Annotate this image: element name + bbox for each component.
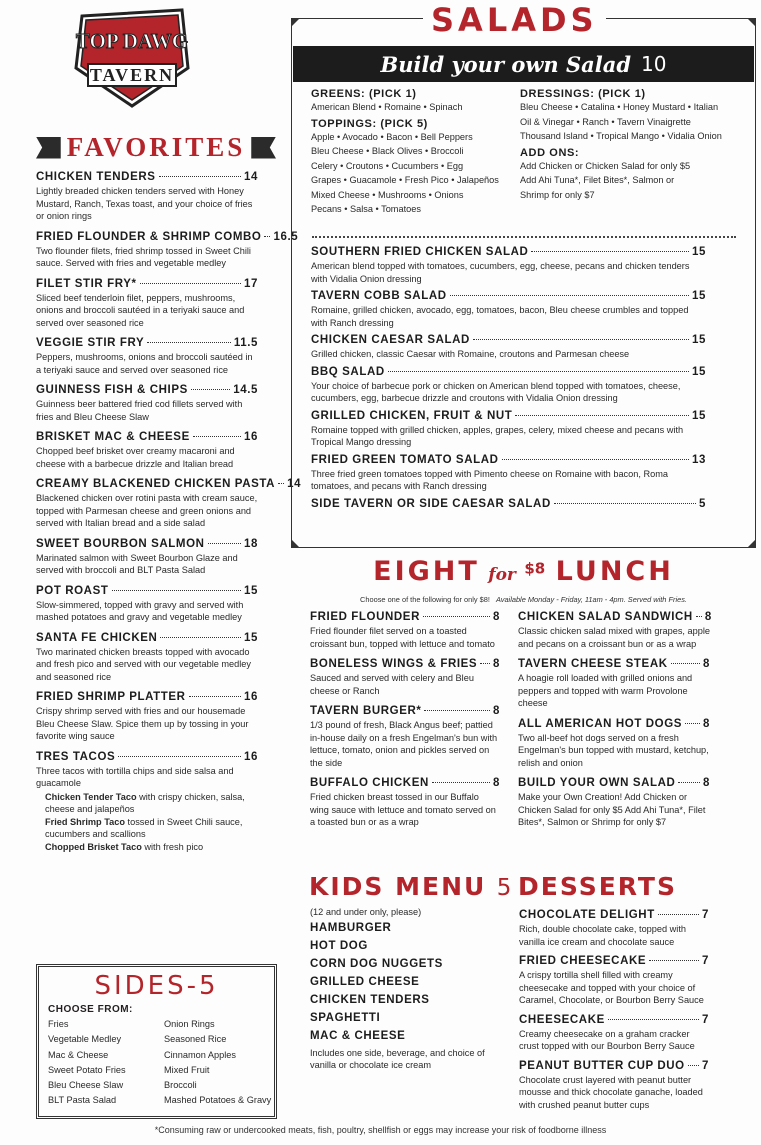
menu-item [36, 337, 258, 376]
item-name: TRES TACOS [36, 750, 116, 763]
item-name: FILET STIR FRY* [36, 277, 137, 290]
leader-dots [688, 1065, 699, 1066]
taco-desc: with fresh pico [141, 841, 204, 852]
item-price: 15 [692, 334, 706, 346]
item-description: Creamy cheesecake on a graham cracker crust topped with our Bourbon Berry Sauce [519, 1028, 695, 1051]
salads-title: SALADS [423, 1, 606, 39]
item-price: 15 [244, 584, 258, 597]
leader-dots [658, 914, 699, 915]
item-heading [36, 337, 258, 349]
kids-item: HOT DOG [310, 939, 368, 952]
item-description: Two flounder filets, fried shrimp tossed in Sweet Chili sauce. Served with fries and vegetable medley [36, 245, 251, 268]
leader-dots [278, 483, 284, 484]
item-description: Three fried green tomatoes topped with Pimento cheese on Romaine with bacon, Roma tomatoes, and pecans with Ranch dressing [311, 468, 668, 491]
side-item: Broccoli [164, 1080, 197, 1091]
item-heading [519, 1014, 709, 1026]
item-description: Guinness beer battered fried cod fillets served with fries and Bleu Cheese Slaw [36, 399, 243, 422]
item-description: Crispy shrimp served with fries and our housemade Bleu Cheese Slaw. Spice them up by tossing in your favorite wing sauce [36, 706, 249, 741]
leader-dots [191, 389, 230, 390]
menu-item [36, 751, 258, 790]
item-name: BRISKET MAC & CHEESE [36, 431, 190, 443]
item-price: 17 [244, 277, 258, 290]
item-heading [36, 585, 258, 597]
menu-item [311, 366, 706, 405]
item-description: Two marinated chicken breasts topped with avocado and fresh pico and served with our vegetable medley and seasoned rice [36, 646, 252, 682]
item-name: FRIED SHRIMP PLATTER [36, 691, 186, 703]
topping-line: Grapes • Guacamole • Fresh Pico • Jalapeños [311, 175, 499, 185]
menu-item [311, 410, 706, 449]
taco-option [45, 816, 258, 841]
menu-item [311, 498, 706, 510]
dressings-list [520, 100, 745, 144]
item-price: 8 [493, 705, 500, 717]
addon-line: Add Chicken or Chicken Salad for only $5 [520, 160, 691, 171]
leader-dots [685, 723, 700, 724]
item-description: Marinated salmon with Sweet Bourbon Glaze and served with broccoli and BLT Pasta Salad [36, 552, 238, 575]
leader-dots [423, 616, 490, 617]
item-heading [36, 751, 258, 763]
item-name: TAVERN COBB SALAD [311, 290, 447, 302]
dressing-line: Thousand Island • Tropical Mango • Vidalia Onion [520, 131, 722, 141]
toppings-list [311, 130, 521, 217]
lunch-title-price: $8 [524, 559, 546, 578]
item-description: Sauced and served with celery and Bleu cheese or Ranch [310, 673, 474, 696]
leader-dots [118, 756, 241, 757]
menu-item [519, 1060, 709, 1112]
leader-dots [649, 960, 699, 961]
item-description: 1/3 pound of fresh, Black Angus beef; pattied in-house daily on a fresh Engelman's bun with lettuce, tomato, onion and pickles served on the side [310, 720, 498, 768]
leader-dots [140, 283, 241, 284]
item-name: CREAMY BLACKENED CHICKEN PASTA [36, 478, 276, 490]
topping-line: Apple • Avocado • Bacon • Bell Peppers [311, 131, 473, 142]
item-name: SANTA FE CHICKEN [36, 631, 158, 644]
menu-item [518, 718, 710, 770]
item-price: 16.5 [273, 230, 299, 243]
item-description: Your choice of barbecue pork or chicken on American blend topped with tomatoes, cheese, cucumbers, egg, barbecue drizzle and croutons with Vidalia Onion dressing [311, 380, 681, 403]
taco-options [36, 791, 258, 854]
lunch-title-b: LUNCH [555, 556, 674, 587]
leader-dots [502, 459, 689, 460]
taco-option [45, 791, 258, 816]
menu-item [519, 955, 709, 1007]
favorites-header [36, 132, 276, 163]
topping-line: Bleu Cheese • Black Olives • Broccoli [311, 146, 464, 156]
side-item: Mashed Potatoes & Gravy [164, 1095, 272, 1106]
sides-box [36, 964, 277, 1119]
item-price: 16 [244, 750, 258, 763]
leader-dots [160, 637, 241, 638]
menu-item [36, 384, 258, 423]
item-description: Rich, double chocolate cake, topped with vanilla ice cream and chocolate sauce [519, 924, 687, 947]
lunch-header [291, 556, 756, 587]
item-price: 8 [703, 777, 710, 789]
item-name: TAVERN CHEESE STEAK [518, 658, 668, 670]
menu-item [36, 230, 299, 270]
leader-dots [264, 236, 270, 237]
disclaimer: *Consuming raw or undercooked meats, fish, poultry, shellfish or eggs may increase your risk of foodborne illness [154, 1125, 607, 1135]
leader-dots [531, 251, 689, 252]
leader-dots [678, 782, 700, 783]
kids-price: 5 [496, 875, 512, 901]
lunch-subtitle-b: Available Monday - Friday, 11am - 4pm. Served with Fries. [495, 595, 687, 604]
item-price: 8 [704, 611, 712, 623]
item-heading [310, 658, 500, 670]
kids-list [310, 919, 510, 1045]
item-price: 8 [493, 777, 500, 789]
item-name: SIDE TAVERN OR SIDE CAESAR SALAD [311, 497, 551, 510]
dressing-line: Bleu Cheese • Catalina • Honey Mustard • Italian [520, 102, 719, 112]
leader-dots [147, 342, 231, 343]
menu-item [519, 909, 709, 948]
item-heading [36, 431, 258, 443]
menu-item [36, 585, 258, 624]
item-name: SOUTHERN FRIED CHICKEN SALAD [311, 246, 529, 258]
dressings-label: DRESSINGS: (PICK 1) [520, 88, 646, 100]
item-price: 14 [287, 478, 302, 490]
side-item: Seasoned Rice [164, 1034, 227, 1045]
build-your-own-salad-bar [293, 46, 754, 82]
addons-list [520, 159, 745, 203]
menu-item [310, 658, 500, 697]
lunch-subtitle-a: Choose one of the following for only $8! [360, 595, 490, 604]
leader-dots [208, 543, 241, 544]
item-name: PEANUT BUTTER CUP DUO [519, 1059, 685, 1072]
kids-item: GRILLED CHEESE [310, 975, 420, 988]
item-heading [518, 777, 710, 789]
item-heading [518, 718, 710, 730]
item-price: 7 [702, 909, 709, 921]
kids-footer: Includes one side, beverage, and choice of vanilla or chocolate ice cream [310, 1047, 485, 1070]
item-description: Romaine topped with grilled chicken, apples, grapes, celery, mixed cheese and pecans with Tropical Mango dressing [311, 424, 684, 447]
item-heading [519, 909, 709, 921]
side-item: Mixed Fruit [164, 1064, 210, 1075]
item-heading [36, 478, 302, 490]
menu-item [519, 1014, 709, 1053]
menu-item [36, 431, 258, 470]
item-name: VEGGIE STIR FRY [36, 337, 145, 349]
item-heading [310, 611, 500, 623]
item-description: Romaine, grilled chicken, avocado, egg, tomatoes, bacon, Bleu cheese crumbles and topped with Ranch dressing [311, 305, 689, 328]
item-heading [311, 454, 706, 466]
menu-item [36, 632, 258, 684]
leader-dots [480, 663, 490, 664]
greens-label: GREENS: (PICK 1) [311, 88, 417, 100]
sides-grid [48, 1017, 273, 1109]
item-name: CHICKEN SALAD SANDWICH [518, 611, 693, 623]
side-item: Cinnamon Apples [164, 1049, 237, 1060]
menu-item [518, 611, 710, 650]
menu-item [36, 478, 302, 530]
build-salad-price: 10 [641, 52, 667, 76]
leader-dots [696, 616, 702, 617]
item-heading [311, 410, 706, 422]
item-price: 15 [692, 409, 706, 422]
item-price: 8 [703, 717, 710, 730]
toppings-label: TOPPINGS: (PICK 5) [311, 117, 428, 130]
item-description: Lightly breaded chicken tenders served with Honey Mustard, Ranch, Texas toast, and your choice of fries or onion rings [36, 186, 253, 221]
item-price: 14 [244, 171, 258, 183]
side-item: Vegetable Medley [48, 1034, 122, 1045]
leader-dots [112, 590, 242, 591]
item-description: Two all-beef hot dogs served on a fresh Engelman's bun topped with mustard, ketchup, relish and onion [518, 732, 709, 768]
item-heading [519, 1060, 709, 1072]
leader-dots [473, 339, 689, 340]
lunch-subtitle [291, 595, 756, 604]
lunch-right-list [518, 611, 710, 829]
menu-item [311, 334, 706, 361]
taco-name: Chicken Tender Taco [45, 791, 137, 802]
item-price: 18 [244, 537, 258, 550]
item-heading [518, 611, 710, 623]
salad-build-left [311, 88, 521, 217]
item-description: Blackened chicken over rotini pasta with cream sauce, topped with Parmesan cheese and green onions and served with Italian bread and a side salad [36, 493, 258, 528]
item-name: ALL AMERICAN HOT DOGS [518, 717, 683, 730]
leader-dots [424, 710, 490, 711]
item-name: SWEET BOURBON SALMON [36, 537, 205, 550]
salad-separator [312, 236, 736, 238]
logo-line1: TOP DAWG [75, 29, 189, 53]
menu-item [311, 246, 706, 285]
item-heading [36, 278, 258, 290]
item-description: Classic chicken salad mixed with grapes, apple and pecans on a croissant bun or as a wrap [518, 626, 711, 649]
kids-item: CHICKEN TENDERS [310, 993, 430, 1006]
kids-item: SPAGHETTI [310, 1011, 381, 1024]
kids-title: KIDS MENU [309, 872, 487, 901]
item-description: American blend topped with tomatoes, cucumbers, egg, cheese, pecans and chicken tenders with Vidalia Onion dressing [311, 261, 690, 284]
menu-item [310, 777, 500, 829]
item-price: 8 [493, 658, 500, 670]
kids-item: HAMBURGER [310, 921, 392, 934]
item-name: FRIED CHEESECAKE [519, 955, 647, 967]
taco-name: Fried Shrimp Taco [45, 816, 125, 827]
item-heading [310, 705, 500, 717]
item-description: Peppers, mushrooms, onions and broccoli sautéed in a teriyaki sauce and served over seasoned rice [36, 352, 253, 375]
favorites-title: FAVORITES [66, 132, 246, 162]
kids-item: CORN DOG NUGGETS [310, 957, 443, 970]
side-item: Bleu Cheese Slaw [48, 1080, 124, 1091]
item-heading [36, 171, 258, 183]
side-item: Mac & Cheese [48, 1049, 109, 1060]
kids-header [309, 872, 511, 901]
sides-title: SIDES-5 [94, 971, 219, 1001]
leader-dots [432, 782, 490, 783]
item-heading [518, 658, 710, 670]
leader-dots [671, 663, 700, 664]
desserts-list [519, 909, 709, 1111]
item-name: GUINNESS FISH & CHIPS [36, 384, 188, 396]
favorites-list [36, 171, 302, 853]
item-price: 7 [702, 955, 709, 967]
greens-text: American Blend • Romaine • Spinach [311, 102, 463, 112]
menu-item [36, 171, 258, 223]
build-salad-title: Build your own Salad [380, 51, 632, 77]
side-item: Sweet Potato Fries [48, 1064, 126, 1075]
kids-item: MAC & CHEESE [310, 1029, 406, 1042]
lunch-left-list [310, 611, 500, 829]
dressing-line: Oil & Vinegar • Ranch • Tavern Vinaigrette [520, 116, 691, 127]
menu-item [36, 691, 258, 743]
item-heading [36, 230, 299, 243]
item-price: 16 [244, 431, 258, 443]
ribbon-left-icon [36, 137, 61, 159]
topping-line: Pecans • Salsa • Tomatoes [311, 204, 421, 214]
item-price: 11.5 [233, 337, 258, 349]
item-name: BUILD YOUR OWN SALAD [518, 777, 676, 789]
side-item: Fries [48, 1019, 69, 1029]
side-item: Onion Rings [164, 1019, 215, 1029]
item-heading [36, 632, 258, 644]
item-description: Chopped beef brisket over creamy macaroni and cheese with a barbecue drizzle and Italian bread [36, 446, 235, 469]
taco-desc: with crispy chicken, salsa, cheese and jalapeños [45, 791, 245, 814]
topping-line: Mixed Cheese • Mushrooms • Onions [311, 189, 464, 200]
item-name: CHICKEN TENDERS [36, 171, 156, 183]
ribbon-right-icon [251, 137, 276, 159]
item-price: 14.5 [233, 384, 258, 396]
item-heading [311, 366, 706, 378]
leader-dots [450, 295, 689, 296]
item-price: 16 [244, 691, 258, 703]
item-heading [311, 498, 706, 510]
addons-label: ADD ONS: [520, 146, 580, 159]
item-heading [36, 538, 258, 550]
item-price: 5 [699, 497, 706, 510]
leader-dots [189, 696, 241, 697]
leader-dots [608, 1019, 699, 1020]
menu-item [518, 658, 710, 710]
item-price: 15 [692, 290, 706, 302]
item-name: BUFFALO CHICKEN [310, 777, 429, 789]
menu-item [310, 611, 500, 650]
item-heading [311, 334, 706, 346]
menu-item [310, 705, 500, 769]
leader-dots [388, 371, 689, 372]
item-heading [311, 290, 706, 302]
leader-dots [515, 415, 689, 416]
item-price: 15 [692, 246, 706, 258]
item-description: Chocolate crust layered with peanut butter mousse and thick chocolate ganache, loaded with crushed peanut butter cups [519, 1074, 703, 1110]
addon-line: Add Ahi Tuna*, Filet Bites*, Salmon or [520, 175, 675, 185]
menu-item [36, 538, 258, 577]
item-description: Make your Own Creation! Add Chicken or Chicken Salad for only $5 Add Ahi Tuna*, Filet Bites*, Salmon or Shrimp for only $7 [518, 792, 706, 827]
item-heading [311, 246, 706, 258]
item-description: Three tacos with tortilla chips and side salsa and guacamole [36, 765, 234, 788]
top-dawg-tavern-logo [70, 8, 194, 108]
logo-line2: TAVERN [89, 65, 175, 85]
sides-choose-label: CHOOSE FROM: [48, 1004, 133, 1015]
item-price: 8 [703, 658, 710, 670]
item-price: 7 [702, 1013, 709, 1026]
leader-dots [193, 436, 241, 437]
lunch-title-a: EIGHT [373, 556, 480, 587]
item-name: BBQ SALAD [311, 365, 385, 378]
item-name: CHICKEN CAESAR SALAD [311, 334, 470, 346]
item-description: Slow-simmered, topped with gravy and served with mashed potatoes and gravy and vegetable medley [36, 599, 244, 622]
item-name: TAVERN BURGER* [310, 705, 422, 717]
leader-dots [159, 176, 241, 177]
item-price: 15 [244, 631, 258, 644]
item-description: Fried chicken breast tossed in our Buffalo wing sauce with lettuce and tomato served on a toasted bun or as a wrap [310, 792, 496, 827]
leader-dots [554, 503, 696, 504]
taco-option [45, 841, 258, 854]
lunch-title-for: for [488, 565, 516, 585]
salads-list [311, 246, 706, 510]
desserts-title: DESSERTS [518, 872, 677, 901]
topping-line: Celery • Croutons • Cucumbers • Egg [311, 160, 464, 171]
item-name: FRIED FLOUNDER [310, 611, 420, 623]
item-price: 8 [493, 611, 500, 623]
addon-line: Shrimp for only $7 [520, 189, 595, 200]
item-price: 7 [702, 1059, 709, 1072]
item-name: FRIED GREEN TOMATO SALAD [311, 453, 499, 466]
item-heading [310, 777, 500, 789]
item-description: Fried flounder filet served on a toasted croissant bun, topped with lettuce and tomato [310, 626, 495, 649]
item-description: Grilled chicken, classic Caesar with Romaine, croutons and Parmesan cheese [311, 349, 630, 359]
item-description: A crispy tortilla shell filled with creamy cheesecake and topped with your choice of Caramel, Chocolate, or Bourbon Berry Sauce [519, 970, 704, 1005]
item-name: FRIED FLOUNDER & SHRIMP COMBO [36, 230, 262, 243]
kids-note: (12 and under only, please) [310, 907, 422, 917]
item-price: 13 [692, 453, 706, 466]
item-name: POT ROAST [36, 584, 109, 597]
item-description: A hoagie roll loaded with grilled onions and peppers and topped with warm Provolone cheese [518, 673, 693, 708]
item-name: CHEESECAKE [519, 1013, 605, 1026]
item-heading [519, 955, 709, 967]
menu-item [311, 290, 706, 329]
item-name: BONELESS WINGS & FRIES [310, 658, 478, 670]
item-name: GRILLED CHICKEN, FRUIT & NUT [311, 409, 513, 422]
menu-item [311, 454, 706, 493]
menu-item [36, 278, 258, 330]
side-item: BLT Pasta Salad [48, 1095, 117, 1106]
item-price: 15 [692, 365, 706, 378]
taco-name: Chopped Brisket Taco [45, 841, 142, 852]
salad-build-right [520, 88, 745, 202]
item-heading [36, 384, 258, 396]
taco-desc: tossed in Sweet Chili sauce, cucumbers and scallions [45, 816, 243, 839]
menu-item [518, 777, 710, 829]
kids-content [310, 906, 510, 1072]
item-name: CHOCOLATE DELIGHT [519, 909, 655, 921]
item-description: Sliced beef tenderloin filet, peppers, mushrooms, onions and broccoli sautéed in a teriyaki sauce and served over seasoned rice [36, 292, 245, 328]
item-heading [36, 691, 258, 703]
